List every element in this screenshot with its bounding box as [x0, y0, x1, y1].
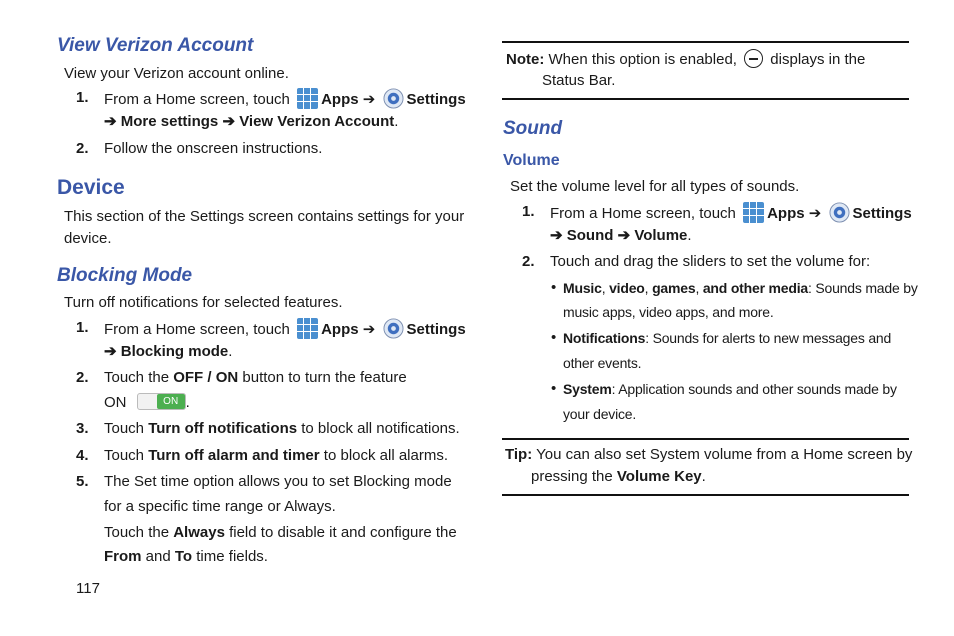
bullet-notifications-line-1 — [563, 328, 891, 348]
tip-top-rule — [502, 438, 909, 440]
arrow: ➔ — [617, 227, 631, 244]
from-label: From — [104, 548, 142, 565]
note-label: Note: — [506, 51, 545, 68]
verizon-step-1-line-2 — [104, 112, 398, 132]
sound-label: Sound — [566, 227, 614, 244]
device-intro-line-2: device. — [64, 230, 112, 247]
step-text: Touch the — [104, 369, 170, 386]
tip-text: You can also set System volume from a Home screen by — [536, 446, 913, 463]
bullet-music-line-1 — [563, 278, 918, 298]
apps-label: Apps — [321, 91, 359, 108]
heading-blocking-mode: Blocking Mode — [57, 265, 193, 286]
note-text: When this option is enabled, — [548, 51, 737, 68]
step-number: 1. — [522, 203, 535, 220]
period: . — [687, 227, 692, 244]
blocking-mode-label: Blocking mode — [120, 343, 229, 360]
bullet: • — [551, 279, 557, 296]
settings-label: Settings — [852, 205, 912, 222]
step-number: 1. — [76, 319, 89, 336]
sound-step-1-line-2 — [550, 226, 692, 246]
blocking-step-1-line-2 — [104, 342, 232, 362]
tip-bottom-rule — [502, 494, 909, 496]
note-line-2: Status Bar. — [542, 72, 616, 89]
notifications-label: Notifications — [563, 330, 646, 346]
toggle-label: ON — [157, 394, 185, 409]
page-number: 117 — [76, 580, 100, 597]
verizon-intro: View your Verizon account online. — [64, 65, 289, 82]
comma: , — [644, 280, 649, 296]
note-bottom-rule — [502, 98, 909, 100]
apps-icon — [743, 202, 764, 223]
settings-label: Settings — [406, 321, 466, 338]
volume-key-label: Volume Key — [616, 468, 702, 485]
step-number: 5. — [76, 473, 89, 490]
settings-gear-icon — [383, 88, 404, 109]
step-number: 2. — [76, 369, 89, 386]
step-text: From a Home screen, touch — [104, 91, 290, 108]
blocking-step-2-line-2 — [104, 393, 190, 413]
arrow: ➔ — [362, 321, 376, 338]
step-text: field to disable it and configure the — [229, 524, 457, 541]
tip-label: Tip: — [505, 446, 533, 463]
step-number: 3. — [76, 420, 89, 437]
comma: , — [695, 280, 700, 296]
arrow: ➔ — [104, 113, 117, 130]
blocking-intro: Turn off notifications for selected features. — [64, 294, 343, 311]
video-label: video — [609, 280, 645, 296]
bullet-text: : Application sounds and other sounds made by — [611, 381, 897, 397]
view-verizon-account-label: View Verizon Account — [239, 113, 395, 130]
bullet: • — [551, 380, 557, 397]
volume-intro: Set the volume level for all types of sounds. — [510, 178, 800, 195]
step-text: Touch the — [104, 524, 170, 541]
step-text: Touch — [104, 420, 145, 437]
arrow: ➔ — [362, 91, 376, 108]
period: . — [701, 468, 706, 485]
step-number: 1. — [76, 89, 89, 106]
tip-text: pressing the — [531, 468, 613, 485]
heading-device: Device — [57, 176, 125, 199]
blocking-step-3 — [104, 419, 460, 439]
step-text: From a Home screen, touch — [104, 321, 290, 338]
turn-off-notifications-label: Turn off notifications — [148, 420, 298, 437]
verizon-step-2: Follow the onscreen instructions. — [104, 140, 323, 157]
off-on-label: OFF / ON — [173, 369, 239, 386]
heading-volume: Volume — [503, 152, 560, 169]
device-intro-line-1: This section of the Settings screen contains settings for your — [64, 208, 465, 225]
system-label: System — [563, 381, 612, 397]
games-label: games — [652, 280, 696, 296]
blocking-step-5-line-4 — [104, 547, 268, 567]
bullet-system-line-2: your device. — [563, 406, 637, 422]
turn-off-alarm-label: Turn off alarm and timer — [148, 447, 320, 464]
sound-step-1-line-1 — [550, 202, 912, 224]
always-label: Always — [173, 524, 225, 541]
heading-sound: Sound — [503, 118, 563, 139]
volume-label: Volume — [634, 227, 688, 244]
note-text: displays in the — [770, 51, 866, 68]
step-text: and — [145, 548, 171, 565]
step-number: 2. — [76, 140, 89, 157]
other-media-label: and other media — [702, 280, 808, 296]
step-text: to block all notifications. — [301, 420, 460, 437]
bullet-text: : Sounds made by — [807, 280, 918, 296]
period: . — [185, 394, 190, 411]
comma: , — [601, 280, 606, 296]
tip-line-1 — [505, 445, 912, 465]
step-text: time fields. — [196, 548, 268, 565]
sound-step-2: Touch and drag the sliders to set the volume for: — [550, 253, 871, 270]
step-text: From a Home screen, touch — [550, 205, 736, 222]
arrow: ➔ — [550, 227, 563, 244]
verizon-step-1-line-1 — [104, 88, 466, 110]
step-number: 4. — [76, 447, 89, 464]
settings-gear-icon — [383, 318, 404, 339]
step-text: button to turn the feature — [242, 369, 407, 386]
settings-label: Settings — [406, 91, 466, 108]
period: . — [228, 343, 233, 360]
music-label: Music — [563, 280, 602, 296]
blocking-status-icon — [744, 49, 763, 68]
to-label: To — [174, 548, 193, 565]
blocking-step-1-line-1 — [104, 318, 466, 340]
bullet-music-line-2: music apps, video apps, and more. — [563, 304, 774, 320]
apps-label: Apps — [321, 321, 359, 338]
period: . — [394, 113, 399, 130]
apps-icon — [297, 318, 318, 339]
arrow: ➔ — [808, 205, 822, 222]
arrow: ➔ — [104, 343, 117, 360]
note-line-1 — [506, 49, 865, 70]
bullet-text: : Sounds for alerts to new messages and — [645, 330, 892, 346]
on-toggle-switch — [137, 393, 186, 410]
step-number: 2. — [522, 253, 535, 270]
blocking-step-5-line-3 — [104, 523, 457, 543]
settings-gear-icon — [829, 202, 850, 223]
blocking-step-5-line-1: The Set time option allows you to set Blocking mode — [104, 473, 452, 490]
tip-line-2 — [531, 467, 706, 487]
bullet-notifications-line-2: other events. — [563, 355, 642, 371]
more-settings-label: More settings — [120, 113, 219, 130]
apps-label: Apps — [767, 205, 805, 222]
bullet: • — [551, 329, 557, 346]
step-text: to block all alarms. — [323, 447, 449, 464]
bullet-system-line-1 — [563, 379, 897, 399]
blocking-step-5-line-2: for a specific time range or Always. — [104, 498, 336, 515]
step-text: Touch — [104, 447, 145, 464]
note-top-rule — [502, 41, 909, 43]
heading-view-verizon-account: View Verizon Account — [57, 35, 254, 56]
arrow: ➔ — [222, 113, 236, 130]
blocking-step-2-line-1 — [104, 368, 407, 388]
on-text: ON — [104, 394, 127, 411]
blocking-step-4 — [104, 446, 448, 466]
apps-icon — [297, 88, 318, 109]
